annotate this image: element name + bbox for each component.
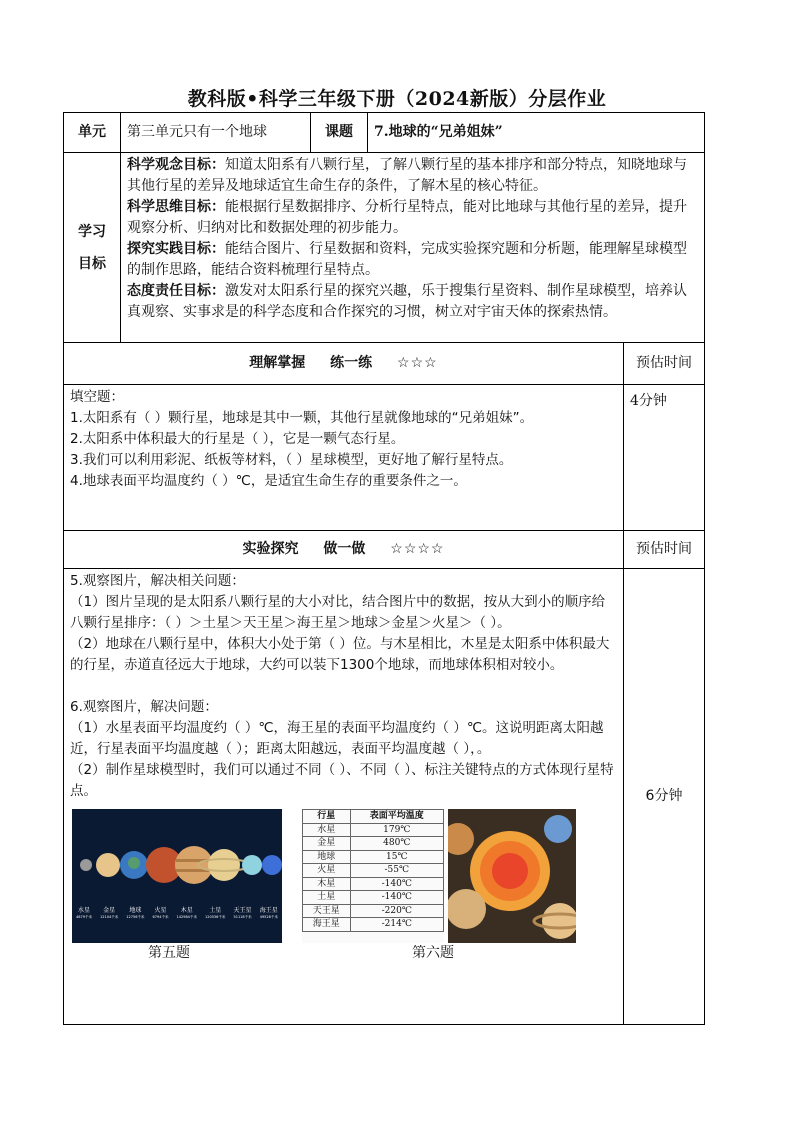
caption-question-5: 第五题 [148, 945, 190, 961]
objectives-label-line-2: 目标 [78, 255, 106, 272]
q5-part1: （1）图片呈现的是太阳系八颗行星的大小对比，结合图片中的数据，按从大到小的顺序给八颗行星排序：（ ）＞土星＞天王星＞海王星＞地球＞金星＞火星＞（ ）。 [70, 594, 606, 631]
objective-text: 能根据行星数据排序、分析行星特点，能对比地球与其他行星的差异，提升观察分析、归纳对比和数据处理的初步能力。 [127, 199, 687, 236]
table-row: 海王星 -214℃ [303, 918, 444, 932]
objective-item [127, 155, 698, 197]
table-row: 水星 179℃ [303, 823, 444, 837]
neptune-icon [262, 855, 282, 875]
planet-model-icon [544, 815, 572, 843]
planet-label: 地球 12756千米 [126, 907, 145, 919]
worksheet-table [63, 112, 705, 1025]
section1-stars: ☆☆☆ [397, 355, 438, 371]
objective-text: 激发对太阳系行星的探究兴趣，乐于搜集行星资料、制作星球模型，培养认真观察、实事求是的科学态度和合作探究的习惯，树立对宇宙天体的探索热情。 [127, 283, 687, 320]
unit-label: 单元 [64, 113, 121, 153]
section2-action: 做一做 [323, 541, 366, 557]
table-row: 天王星 -220℃ [303, 904, 444, 918]
planets-illustration [72, 809, 282, 943]
experiment-questions [64, 569, 624, 1025]
venus-icon [96, 853, 120, 877]
objective-label: 科学思维目标： [127, 199, 225, 215]
section2-time-label: 预估时间 [624, 531, 705, 569]
objective-label: 科学观念目标： [127, 157, 225, 173]
objective-item [127, 239, 698, 281]
mercury-icon [80, 859, 92, 871]
lesson-value: 7.地球的“兄弟姐妹” [368, 113, 705, 153]
section1-time-label: 预估时间 [624, 343, 705, 385]
table-row: 火星 -55℃ [303, 864, 444, 878]
lesson-label: 课题 [311, 113, 368, 153]
temperature-table-header: 行星 表面平均温度 [303, 810, 444, 824]
section2-time: 6分钟 [624, 569, 705, 1025]
planet-label: 水星 4879千米 [76, 907, 92, 919]
q6-title: 6.观察图片，解决问题： [70, 699, 218, 715]
header-row [64, 113, 705, 153]
q6-part1: （1）水星表面平均温度约（ ）℃，海王星的表面平均温度约（ ）℃。这说明距离太阳越近，行星表面平均温度越（ ）；距离太阳越远，表面平均温度越（ ），。 [70, 720, 604, 757]
objective-label: 态度责任目标： [127, 283, 225, 299]
q5-title: 5.观察图片，解决相关问题： [70, 573, 245, 589]
section2-heading [64, 531, 624, 569]
section2-stars: ☆☆☆☆ [390, 541, 445, 557]
planet-labels [72, 907, 282, 920]
saturn-icon [208, 849, 240, 881]
planet-label: 土星 120536千米 [205, 907, 226, 919]
document-title: 教科版•科学三年级下册（2024新版）分层作业 [187, 88, 607, 110]
objective-label: 探究实践目标： [127, 241, 225, 257]
planet-label: 天王星 51118千米 [233, 907, 252, 919]
objective-text: 知道太阳系有八颗行星，了解八颗行星的基本排序和部分特点，知晓地球与其他行星的差异及地球适宜生命生存的条件，了解木星的核心特征。 [127, 157, 687, 194]
caption-question-6: 第六题 [412, 945, 454, 961]
table-row: 土星 -140℃ [303, 891, 444, 905]
section2-header-row [64, 531, 705, 569]
section1-action: 练一练 [330, 355, 373, 371]
section1-name: 理解掌握 [249, 355, 306, 371]
q5-part2: （2）地球在八颗行星中，体积大小处于第（ ）位。与木星相比，木星是太阳系中体积最大的行星，赤道直径远大于地球，大约可以装下1300个地球，而地球体积相对较小。 [70, 636, 610, 673]
temperature-table [302, 809, 444, 932]
objectives-label-line-1: 学习 [78, 223, 106, 240]
question-item: 4.地球表面平均温度约（ ）℃，是适宜生命生存的重要条件之一。 [70, 473, 467, 489]
uranus-icon [242, 855, 262, 875]
question-item: 3.我们可以利用彩泥、纸板等材料，（ ）星球模型，更好地了解行星特点。 [70, 452, 513, 468]
objectives-label [64, 153, 121, 343]
question-item: 1.太阳系有（ ）颗行星，地球是其中一颗，其他行星就像地球的“兄弟姐妹”。 [70, 410, 534, 426]
section2-body-row [64, 569, 705, 1025]
planets-image [72, 809, 282, 943]
section2-name: 实验探究 [242, 541, 299, 557]
objective-item [127, 281, 698, 323]
question-item: 2.太阳系中体积最大的行星是（ ），它是一颗气态行星。 [70, 431, 405, 447]
table-row: 木星 -140℃ [303, 877, 444, 891]
objective-text: 能结合图片、行星数据和资料，完成实验探究题和分析题，能理解星球模型的制作思路，能结合资料梳理行星特点。 [127, 241, 687, 278]
planet-label: 火星 6794千米 [152, 907, 169, 919]
fill-blank-questions [64, 385, 624, 531]
objectives-row [64, 153, 705, 343]
planet-label: 金星 12104千米 [100, 907, 119, 919]
section1-heading [64, 343, 624, 385]
planet-label: 木星 142984千米 [176, 907, 197, 919]
q6-part2: （2）制作星球模型时，我们可以通过不同（ ）、不同（ ）、标注关键特点的方式体现行星特点。 [70, 762, 614, 799]
planet-model-illustration [448, 809, 576, 943]
section1-header-row [64, 343, 705, 385]
planet-label: 海王星 49528千米 [259, 907, 278, 919]
unit-value: 第三单元只有一个地球 [121, 113, 311, 153]
section1-time: 4分钟 [624, 385, 705, 531]
table-row: 金星 480℃ [303, 837, 444, 851]
section1-body-row [64, 385, 705, 531]
objectives-content [121, 153, 705, 343]
images-row [64, 805, 623, 975]
table-row: 地球 15℃ [303, 850, 444, 864]
temperature-table-image [302, 809, 444, 943]
fill-blank-heading: 填空题： [70, 389, 124, 405]
planet-model-image [448, 809, 576, 943]
objective-item [127, 197, 698, 239]
jupiter-icon [175, 846, 213, 884]
